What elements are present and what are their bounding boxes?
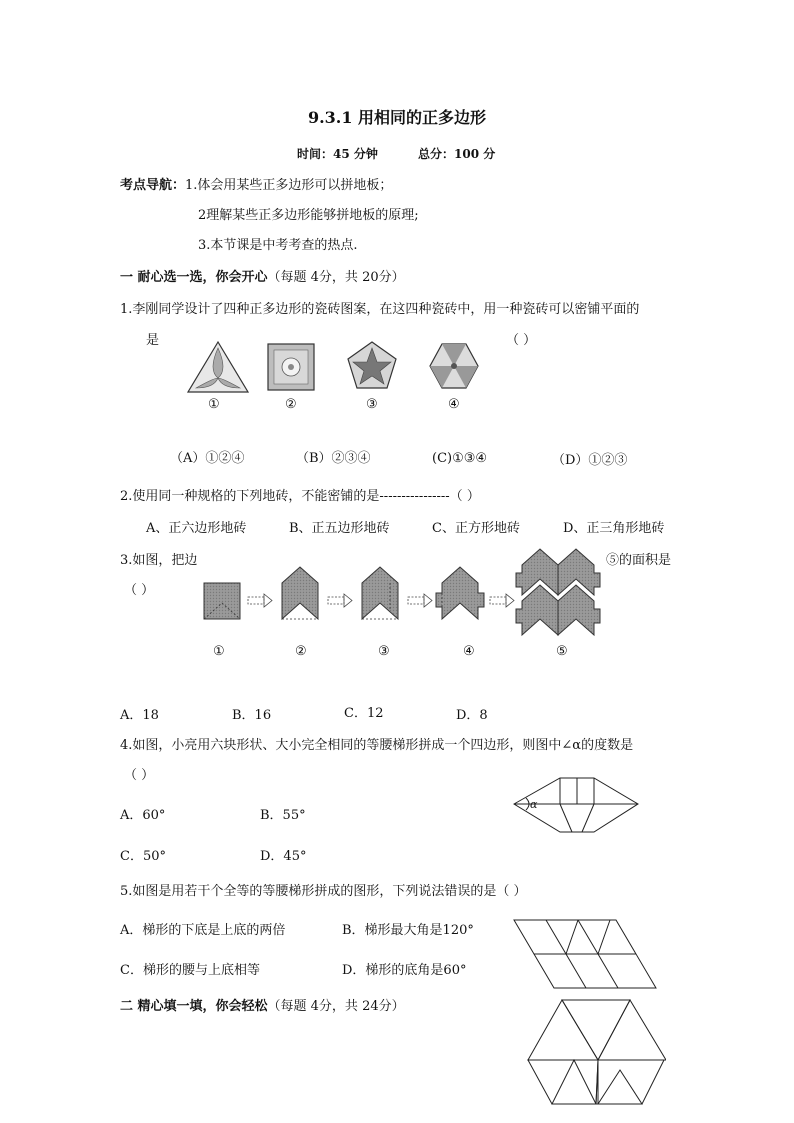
step-label: ③ — [378, 644, 390, 659]
square-tile-image — [268, 344, 314, 390]
option-b: B、正五边形地砖 — [289, 521, 390, 536]
step-1-square — [204, 583, 240, 619]
answer-blank: （ ） — [124, 768, 155, 783]
option-d: D．梯形的底角是60° — [342, 963, 467, 978]
alpha-label: α — [530, 798, 538, 811]
option-d: D、正三角形地砖 — [563, 521, 665, 536]
step-3-shape — [362, 567, 398, 619]
step-5-tessellation — [516, 549, 600, 635]
section-title: 一 耐心选一选，你会开心 — [120, 270, 268, 285]
guide-item: 1.体会用某些正多边形可以拼地板； — [185, 178, 393, 193]
arrow-icon — [408, 594, 432, 607]
section-score: （每题 4分，共 24分） — [267, 999, 405, 1014]
trapezoid-parallelogram-figure — [512, 918, 658, 990]
option-a: A．60° — [120, 808, 166, 823]
option-c: C、正方形地砖 — [432, 521, 520, 536]
section-heading — [120, 999, 405, 1015]
guide-item: 3.本节课是中考考查的热点. — [198, 238, 358, 253]
page-title: 9.3.1 用相同的正多边形 — [307, 108, 487, 127]
option-b: B．55° — [260, 808, 306, 823]
option-a: A、正六边形地砖 — [146, 521, 247, 536]
option-c: C．12 — [344, 706, 384, 721]
arrow-icon — [328, 594, 352, 607]
section-score: （每题 4分，共 20分） — [267, 270, 405, 285]
pentagon-tile-image — [348, 342, 396, 388]
option-b: B．梯形最大角是120° — [342, 923, 474, 938]
option-b: B．16 — [232, 708, 272, 723]
question-stem: 1.李刚同学设计了四种正多边形的瓷砖图案，在这四种瓷砖中，用一种瓷砖可以密铺平面的 — [120, 302, 640, 317]
option-a: （A）①②④ — [170, 451, 245, 466]
guide-item: 2理解某些正多边形能够拼地板的原理; — [198, 208, 419, 223]
option-c: (C)①③④ — [432, 451, 488, 466]
option-b: （B）②③④ — [296, 451, 371, 466]
tile-figures — [186, 338, 486, 396]
option-a: A．梯形的下底是上底的两倍 — [120, 923, 286, 938]
option-d: D．45° — [260, 849, 307, 864]
step-label: ② — [295, 644, 307, 659]
tile-label: ③ — [366, 397, 378, 412]
hexagon-tile-image — [430, 344, 478, 388]
answer-blank: （ ） — [506, 333, 537, 348]
option-d: （D）①②③ — [552, 453, 628, 468]
folding-steps-figure — [200, 543, 610, 643]
answer-blank: （ ） — [124, 583, 155, 598]
question-stem: 5.如图是用若干个全等的等腰梯形拼成的图形，下列说法错误的是（ ） — [120, 884, 527, 899]
option-c: C．50° — [120, 849, 166, 864]
question-stem: 3.如图，把边 — [120, 553, 198, 568]
arrow-icon — [490, 594, 514, 607]
triangle-tile-image — [188, 342, 248, 392]
step-label: ④ — [463, 644, 475, 659]
guide-label: 考点导航： — [120, 178, 186, 193]
step-2-shape — [282, 567, 318, 619]
time-limit: 时间：45 分钟 — [297, 147, 378, 161]
tile-label: ② — [285, 397, 297, 412]
step-label: ⑤ — [556, 644, 568, 659]
question-stem-cont: ⑤的面积是 — [606, 553, 672, 568]
triangle-trapezoid-figure — [526, 998, 666, 1108]
guide-block — [120, 178, 392, 194]
option-c: C．梯形的腰与上底相等 — [120, 963, 260, 978]
tile-label: ④ — [448, 397, 460, 412]
option-d: D．8 — [456, 708, 488, 723]
section-title: 二 精心填一填，你会轻松 — [120, 999, 268, 1014]
section-heading — [120, 270, 405, 286]
total-score: 总分：100 分 — [418, 147, 496, 161]
question-stem: 4.如图，小亮用六块形状、大小完全相同的等腰梯形拼成一个四边形，则图中∠α的度数是 — [120, 738, 634, 753]
question-stem-cont: 是 — [146, 333, 160, 348]
tile-label: ① — [208, 397, 220, 412]
option-a: A．18 — [120, 708, 159, 723]
step-4-shape — [436, 567, 484, 619]
step-label: ① — [213, 644, 225, 659]
question-stem: 2.使用同一种规格的下列地砖，不能密铺的是----------------（ ） — [120, 489, 480, 504]
arrow-icon — [248, 594, 272, 607]
